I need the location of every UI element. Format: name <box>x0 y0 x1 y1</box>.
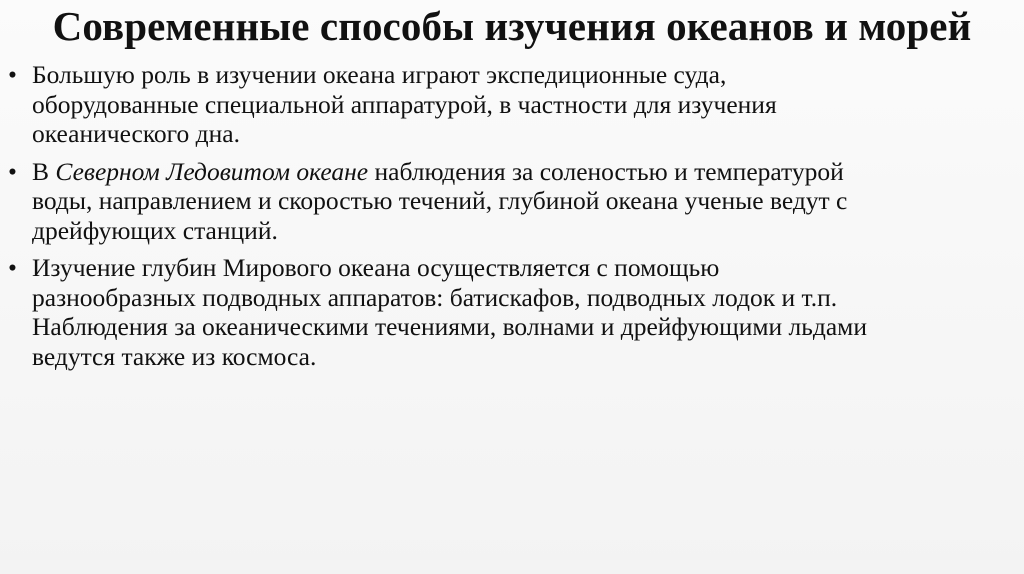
bullet-marker: • <box>8 60 17 89</box>
bullet-marker: • <box>8 253 17 282</box>
bullet-3-line-4: ведутся также из космоса. <box>32 341 317 371</box>
bullet-item-3 <box>8 253 1008 371</box>
bullet-item-2 <box>8 157 1008 246</box>
bullet-item-1 <box>8 60 1008 149</box>
bullet-3-line-3: Наблюдения за океаническими течениями, волнами и дрейфующими льдами <box>32 312 867 341</box>
bullet-2-suffix: наблюдения за соленостью и температурой <box>368 156 844 186</box>
arctic-ocean-name: Северном Ледовитом океане <box>55 156 369 186</box>
bullet-2-line-3: дрейфующих станций. <box>32 215 278 245</box>
bullet-3-line-2: разнообразных подводных аппаратов: батискафов, подводных лодок и т.п. <box>32 282 838 312</box>
slide-title: Современные способы изучения океанов и морей <box>52 3 972 49</box>
bullet-2-line-1 <box>32 157 1008 187</box>
bullet-1-line-2: оборудованные специальной аппаратурой, в частности для изучения <box>32 89 777 119</box>
bullet-list <box>8 60 1008 379</box>
bullet-2-line-2: воды, направлением и скоростью течений, глубиной океана ученые ведут с <box>32 186 848 215</box>
bullet-1-line-3: океанического дна. <box>32 119 240 148</box>
bullet-marker: • <box>8 156 17 186</box>
bullet-1-line-1: Большую роль в изучении океана играют экспедиционные суда, <box>32 60 727 89</box>
bullet-2-prefix: В <box>32 156 56 186</box>
bullet-3-line-1: Изучение глубин Мирового океана осуществляется с помощью <box>32 253 720 282</box>
